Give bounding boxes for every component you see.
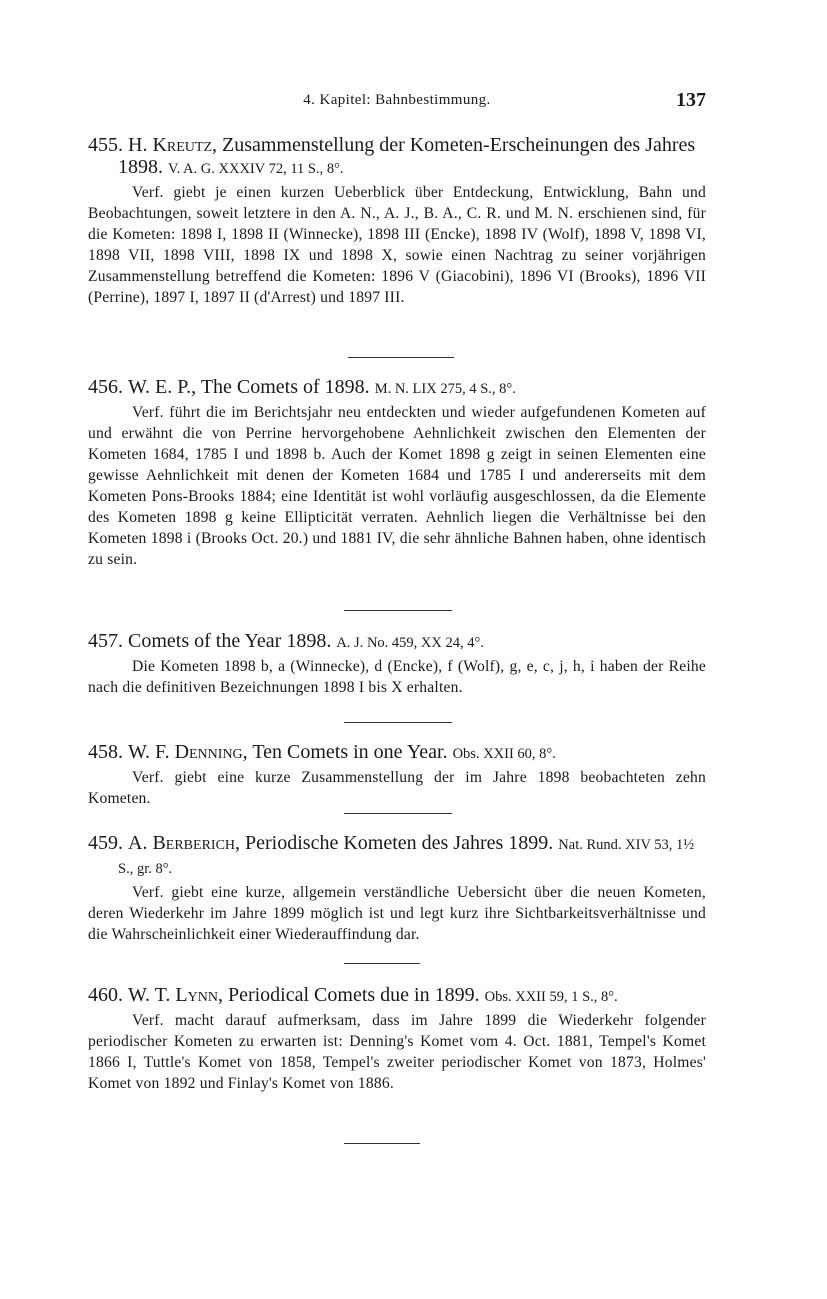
- separator-rule: [344, 1143, 420, 1144]
- entry-heading: [88, 630, 706, 654]
- entry-title: Periodische Kometen des Jahres 1899.: [245, 832, 554, 854]
- page-header: [88, 89, 706, 116]
- entry-heading: [88, 984, 706, 1008]
- entry-number: 457.: [88, 630, 123, 652]
- entry-number: 460.: [88, 984, 123, 1006]
- entry-heading: [88, 376, 706, 400]
- entry-source: V. A. G. XXXIV 72, 11 S., 8°.: [168, 161, 344, 177]
- entry-body: Verf. führt die im Berichtsjahr neu entdeckten und wieder aufgefundenen Kometen auf und erwähnt die von Perrine hervorgehobene Aehnlichkeit zwischen den Elementen der Kometen 1684, 1785 I und 1898 b. Auch der Komet 1898 g zeigt in seinen Elementen eine gewisse Aehnlichkeit mit denen der Kometen 1684 und 1785 I und andererseits mit dem Kometen Pons-Brooks 1884; eine Identität ist wohl vorläufig ausgeschlossen, da die Elemente des Kometen 1898 g keine Ellipticität verraten. Aehnlich liegen die Verhältnisse bei den Kometen 1898 i (Brooks Oct. 20.) und 1881 IV, die sehr ähnliche Bahnen haben, ohne identisch zu sein.: [88, 404, 706, 568]
- entry-author: W. T. Lynn,: [128, 984, 223, 1006]
- entry-heading: [88, 134, 706, 180]
- separator-rule: [344, 963, 420, 964]
- entry-459: [88, 832, 706, 945]
- entry-author: H. Kreutz,: [128, 134, 217, 156]
- entry-body: Verf. macht darauf aufmerksam, dass im Jahre 1899 die Wiederkehr folgender periodischer Kometen zu erwarten ist: Denning's Komet vom 4. Oct. 1881, Tempel's Komet 1866 I, Tuttle's Komet von 1858, Tempel's zweiter periodischer Komet von 1873, Holmes' Komet von 1892 und Finlay's Komet von 1886.: [88, 1012, 706, 1092]
- entry-source: Nat. Rund. XIV 53, 1½ S., gr. 8°.: [118, 837, 695, 877]
- entry-author: W. F. Denning,: [128, 741, 248, 763]
- entry-title: Ten Comets in one Year.: [252, 741, 448, 763]
- entry-458: [88, 741, 706, 809]
- entry-title: Periodical Comets due in 1899.: [227, 984, 480, 1006]
- entry-number: 458.: [88, 741, 123, 763]
- entry-source: A. J. No. 459, XX 24, 4°.: [336, 635, 484, 651]
- entry-body: Verf. giebt eine kurze, allgemein verständliche Uebersicht über die neuen Kometen, deren Wiederkehr im Jahre 1899 möglich ist und legt kurz ihre Sichtbarkeitsverhältnisse und die Wahrscheinlichkeit einer Wiederauffindung dar.: [88, 884, 706, 943]
- entry-heading: [88, 741, 706, 765]
- entry-title: Comets of the Year 1898.: [128, 630, 332, 652]
- entry-456: [88, 376, 706, 570]
- entry-author: A. Berberich,: [128, 832, 241, 854]
- entry-source: Obs. XXII 60, 8°.: [452, 746, 556, 762]
- entry-455: [88, 134, 706, 308]
- entry-number: 455.: [88, 134, 123, 156]
- separator-rule: [344, 813, 452, 814]
- entry-source: Obs. XXII 59, 1 S., 8°.: [484, 989, 618, 1005]
- page-number: 137: [676, 89, 706, 111]
- entry-body: Verf. giebt je einen kurzen Ueberblick über Entdeckung, Entwicklung, Bahn und Beobachtungen, soweit letztere in den A. N., A. J., B. A., C. R. und M. N. erschienen sind, für die Kometen: 1898 I, 1898 II (Winnecke), 1898 III (Encke), 1898 IV (Wolf), 1898 V, 1898 VI, 1898 VII, 1898 VIII, 1898 IX und 1898 X, sowie einen Nachtrag zu seiner vorjährigen Zusammenstellung betreffend die Kometen: 1896 V (Giacobini), 1896 VI (Brooks), 1896 VII (Perrine), 1897 I, 1897 II (d'Arrest) und 1897 III.: [88, 184, 706, 306]
- entry-457: [88, 630, 706, 698]
- entry-source: M. N. LIX 275, 4 S., 8°.: [374, 381, 516, 397]
- entry-number: 459.: [88, 832, 123, 854]
- entry-title: The Comets of 1898.: [200, 376, 370, 398]
- entry-body: Die Kometen 1898 b, a (Winnecke), d (Encke), f (Wolf), g, e, c, j, h, i haben der Reihe nach die definitiven Bezeichnungen 1898 I bis X erhalten.: [88, 658, 706, 696]
- entry-number: 456.: [88, 376, 123, 398]
- entry-heading: [88, 832, 706, 880]
- separator-rule: [348, 357, 454, 358]
- entry-460: [88, 984, 706, 1094]
- separator-rule: [344, 722, 452, 723]
- separator-rule: [344, 610, 452, 611]
- entry-body: Verf. giebt eine kurze Zusammenstellung der im Jahre 1898 beobachteten zehn Kometen.: [88, 769, 706, 807]
- running-title: 4. Kapitel: Bahnbestimmung.: [303, 92, 491, 108]
- entry-author: W. E. P.,: [128, 376, 197, 398]
- entry-title: Zusammenstellung der Kometen-Erscheinungen des Jahres 1898.: [118, 134, 696, 178]
